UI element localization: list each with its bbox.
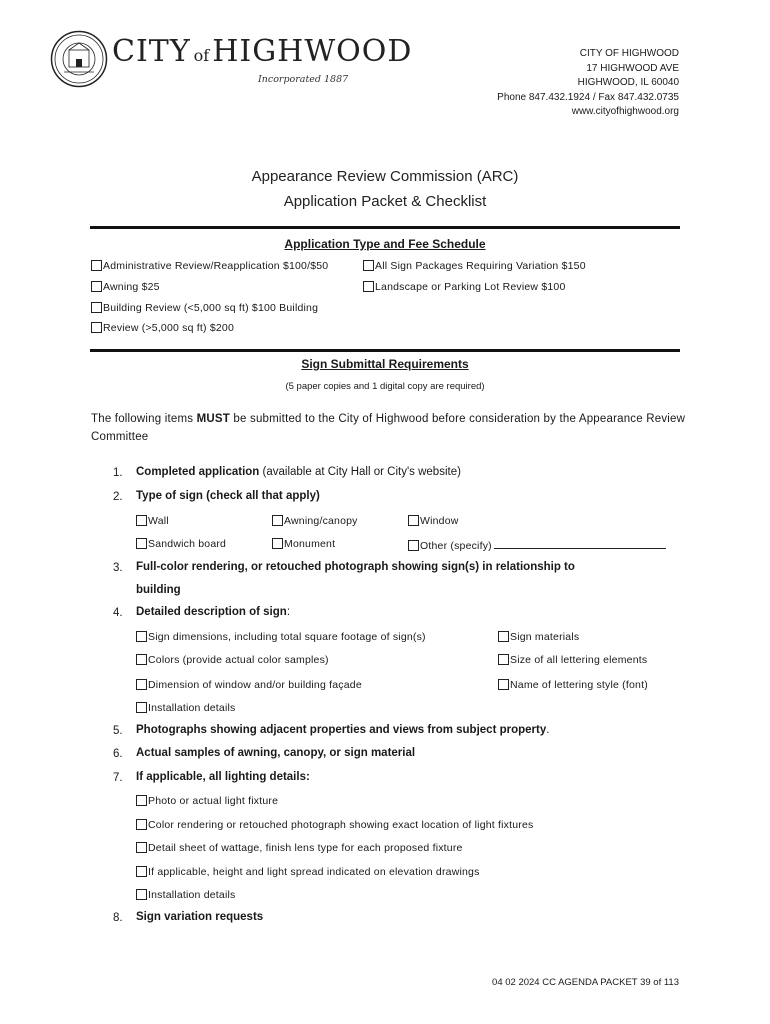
fee-option-building-large[interactable] bbox=[91, 322, 234, 334]
checkbox-icon[interactable] bbox=[136, 515, 147, 526]
copies-note: (5 paper copies and 1 digital copy are required) bbox=[285, 381, 485, 392]
logo-of: of bbox=[193, 46, 210, 65]
fee-option-sign-packages[interactable] bbox=[363, 260, 586, 272]
requirement-item bbox=[136, 724, 549, 736]
item-detail: : bbox=[286, 606, 291, 618]
intro-emphasis: MUST bbox=[196, 413, 231, 425]
item-title: Full-color rendering, or retouched photograph showing sign(s) in relationship to bbox=[136, 561, 575, 573]
requirement-item bbox=[136, 561, 575, 573]
checkbox-icon[interactable] bbox=[408, 515, 419, 526]
fee-option-administrative[interactable] bbox=[91, 260, 328, 272]
checkbox-icon[interactable] bbox=[136, 654, 147, 665]
item-number: 8. bbox=[113, 912, 123, 924]
description-sign-materials[interactable] bbox=[498, 631, 579, 643]
checkbox-icon[interactable] bbox=[136, 631, 147, 642]
sign-type-sandwich-board[interactable] bbox=[136, 538, 226, 550]
item-number: 6. bbox=[113, 748, 123, 760]
checkbox-icon[interactable] bbox=[363, 260, 374, 271]
lighting-detail-sheet[interactable] bbox=[136, 842, 463, 854]
page-subtitle: Application Packet & Checklist bbox=[283, 193, 487, 210]
checkbox-icon[interactable] bbox=[91, 302, 102, 313]
description-label: Dimension of window and/or building façade bbox=[148, 679, 362, 691]
description-label: Name of lettering style (font) bbox=[510, 679, 648, 691]
requirement-item bbox=[136, 747, 415, 759]
fee-schedule-heading-text: Application Type and Fee Schedule bbox=[284, 237, 486, 251]
item-number: 7. bbox=[113, 772, 123, 784]
fee-option-building-small[interactable] bbox=[91, 302, 318, 314]
item-title: Completed application bbox=[136, 466, 260, 478]
description-installation[interactable] bbox=[136, 702, 235, 714]
item-detail: (available at City Hall or City's website) bbox=[259, 466, 461, 478]
checkbox-icon[interactable] bbox=[136, 679, 147, 690]
sign-type-label: Window bbox=[420, 515, 459, 527]
fee-option-label: Administrative Review/Reapplication $100/$50 bbox=[103, 260, 329, 272]
checkbox-icon[interactable] bbox=[91, 281, 102, 292]
address-website: www.cityofhighwood.org bbox=[571, 106, 679, 117]
requirement-item bbox=[136, 466, 461, 478]
lighting-label: Detail sheet of wattage, finish lens type for each proposed fixture bbox=[148, 842, 463, 854]
checkbox-icon[interactable] bbox=[136, 538, 147, 549]
sign-type-label: Monument bbox=[284, 538, 336, 550]
item-number: 1. bbox=[113, 467, 123, 479]
address-line: 17 HIGHWOOD AVE bbox=[586, 62, 679, 74]
city-logo-wordmark bbox=[112, 34, 412, 69]
sign-type-label: Awning/canopy bbox=[284, 515, 358, 527]
description-window-dimension[interactable] bbox=[136, 679, 362, 691]
checkbox-icon[interactable] bbox=[136, 819, 147, 830]
fee-option-label: All Sign Packages Requiring Variation $150 bbox=[375, 260, 586, 272]
item-number: 5. bbox=[113, 725, 123, 737]
requirement-item bbox=[136, 771, 310, 783]
description-colors[interactable] bbox=[136, 654, 329, 666]
description-lettering-size[interactable] bbox=[498, 654, 647, 666]
sign-type-monument[interactable] bbox=[272, 538, 335, 550]
description-label: Size of all lettering elements bbox=[510, 654, 648, 666]
checkbox-icon[interactable] bbox=[498, 679, 509, 690]
description-lettering-style[interactable] bbox=[498, 679, 648, 691]
city-seal-logo bbox=[50, 30, 108, 88]
checkbox-icon[interactable] bbox=[91, 260, 102, 271]
lighting-photo-fixture[interactable] bbox=[136, 795, 278, 807]
checkbox-icon[interactable] bbox=[498, 654, 509, 665]
sign-type-other[interactable] bbox=[408, 538, 666, 552]
checkbox-icon[interactable] bbox=[136, 795, 147, 806]
item-title: Photographs showing adjacent properties and views from subject property bbox=[136, 724, 547, 736]
intro-text: The following items bbox=[91, 413, 197, 425]
checkbox-icon[interactable] bbox=[272, 515, 283, 526]
checkbox-icon[interactable] bbox=[272, 538, 283, 549]
sign-type-window[interactable] bbox=[408, 515, 459, 527]
lighting-color-rendering[interactable] bbox=[136, 819, 533, 831]
description-label: Sign dimensions, including total square footage of sign(s) bbox=[148, 631, 426, 643]
address-line: HIGHWOOD, IL 60040 bbox=[577, 77, 679, 88]
fee-option-label: Landscape or Parking Lot Review $100 bbox=[375, 281, 566, 293]
intro-text: be submitted to the City of Highwood before consideration by the Appearance Review Committee bbox=[91, 413, 686, 443]
lighting-label: Photo or actual light fixture bbox=[148, 795, 279, 807]
checkbox-icon[interactable] bbox=[408, 540, 419, 551]
fee-option-label: Awning $25 bbox=[103, 281, 160, 293]
lighting-label: If applicable, height and light spread indicated on elevation drawings bbox=[148, 866, 480, 878]
requirement-item bbox=[136, 490, 320, 502]
checkbox-icon[interactable] bbox=[136, 842, 147, 853]
item-title: Actual samples of awning, canopy, or sign material bbox=[136, 747, 416, 759]
requirement-item bbox=[136, 606, 290, 618]
sign-type-label: Wall bbox=[148, 515, 169, 527]
header-address bbox=[497, 47, 679, 120]
logo-city: CITY bbox=[112, 34, 191, 69]
fee-option-landscape[interactable] bbox=[363, 281, 565, 293]
requirement-item-continued bbox=[136, 584, 181, 596]
section-divider bbox=[90, 349, 680, 352]
section-divider bbox=[90, 226, 680, 229]
checkbox-icon[interactable] bbox=[136, 702, 147, 713]
description-label: Sign materials bbox=[510, 631, 580, 643]
checkbox-icon[interactable] bbox=[91, 322, 102, 333]
checkbox-icon[interactable] bbox=[363, 281, 374, 292]
logo-highwood: HIGHWOOD bbox=[212, 34, 413, 69]
other-specify-field[interactable] bbox=[494, 538, 666, 549]
address-phone: Phone 847.432.1924 / Fax 847.432.0735 bbox=[497, 91, 679, 103]
requirement-item bbox=[136, 911, 263, 923]
item-title: Detailed description of sign bbox=[136, 606, 287, 618]
item-number: 2. bbox=[113, 491, 123, 503]
item-title: Sign variation requests bbox=[136, 911, 264, 923]
item-number: 4. bbox=[113, 607, 123, 619]
checkbox-icon[interactable] bbox=[498, 631, 509, 642]
item-title: If applicable, all lighting details: bbox=[136, 771, 310, 783]
page-footer: 04 02 2024 CC AGENDA PACKET 39 of 113 bbox=[492, 977, 679, 988]
sign-requirements-heading bbox=[0, 357, 770, 371]
page-title: Appearance Review Commission (ARC) bbox=[251, 168, 519, 185]
item-title: Type of sign (check all that apply) bbox=[136, 490, 320, 502]
requirements-intro bbox=[91, 410, 691, 446]
lighting-label: Installation details bbox=[148, 889, 236, 901]
description-label: Colors (provide actual color samples) bbox=[148, 654, 329, 666]
sign-type-label: Other (specify) bbox=[420, 540, 492, 552]
item-number: 3. bbox=[113, 562, 123, 574]
sign-type-wall[interactable] bbox=[136, 515, 169, 527]
sign-type-awning[interactable] bbox=[272, 515, 358, 527]
fee-option-awning[interactable] bbox=[91, 281, 160, 293]
lighting-height-spread[interactable] bbox=[136, 866, 480, 878]
lighting-installation[interactable] bbox=[136, 889, 235, 901]
checkbox-icon[interactable] bbox=[136, 889, 147, 900]
description-sign-dimensions[interactable] bbox=[136, 631, 426, 643]
description-label: Installation details bbox=[148, 702, 236, 714]
lighting-label: Color rendering or retouched photograph showing exact location of light fixtures bbox=[148, 819, 534, 831]
address-line: CITY OF HIGHWOOD bbox=[579, 48, 679, 59]
item-detail: . bbox=[546, 724, 550, 736]
item-title-continued: building bbox=[136, 584, 181, 596]
logo-incorporated: Incorporated 1887 bbox=[258, 74, 349, 85]
sign-type-label: Sandwich board bbox=[148, 538, 227, 550]
fee-option-label: Review (>5,000 sq ft) $200 bbox=[103, 322, 234, 334]
checkbox-icon[interactable] bbox=[136, 866, 147, 877]
sign-requirements-heading-text: Sign Submittal Requirements bbox=[301, 357, 469, 371]
fee-schedule-heading bbox=[0, 237, 770, 251]
fee-option-label: Building Review (<5,000 sq ft) $100 Building bbox=[103, 302, 319, 314]
